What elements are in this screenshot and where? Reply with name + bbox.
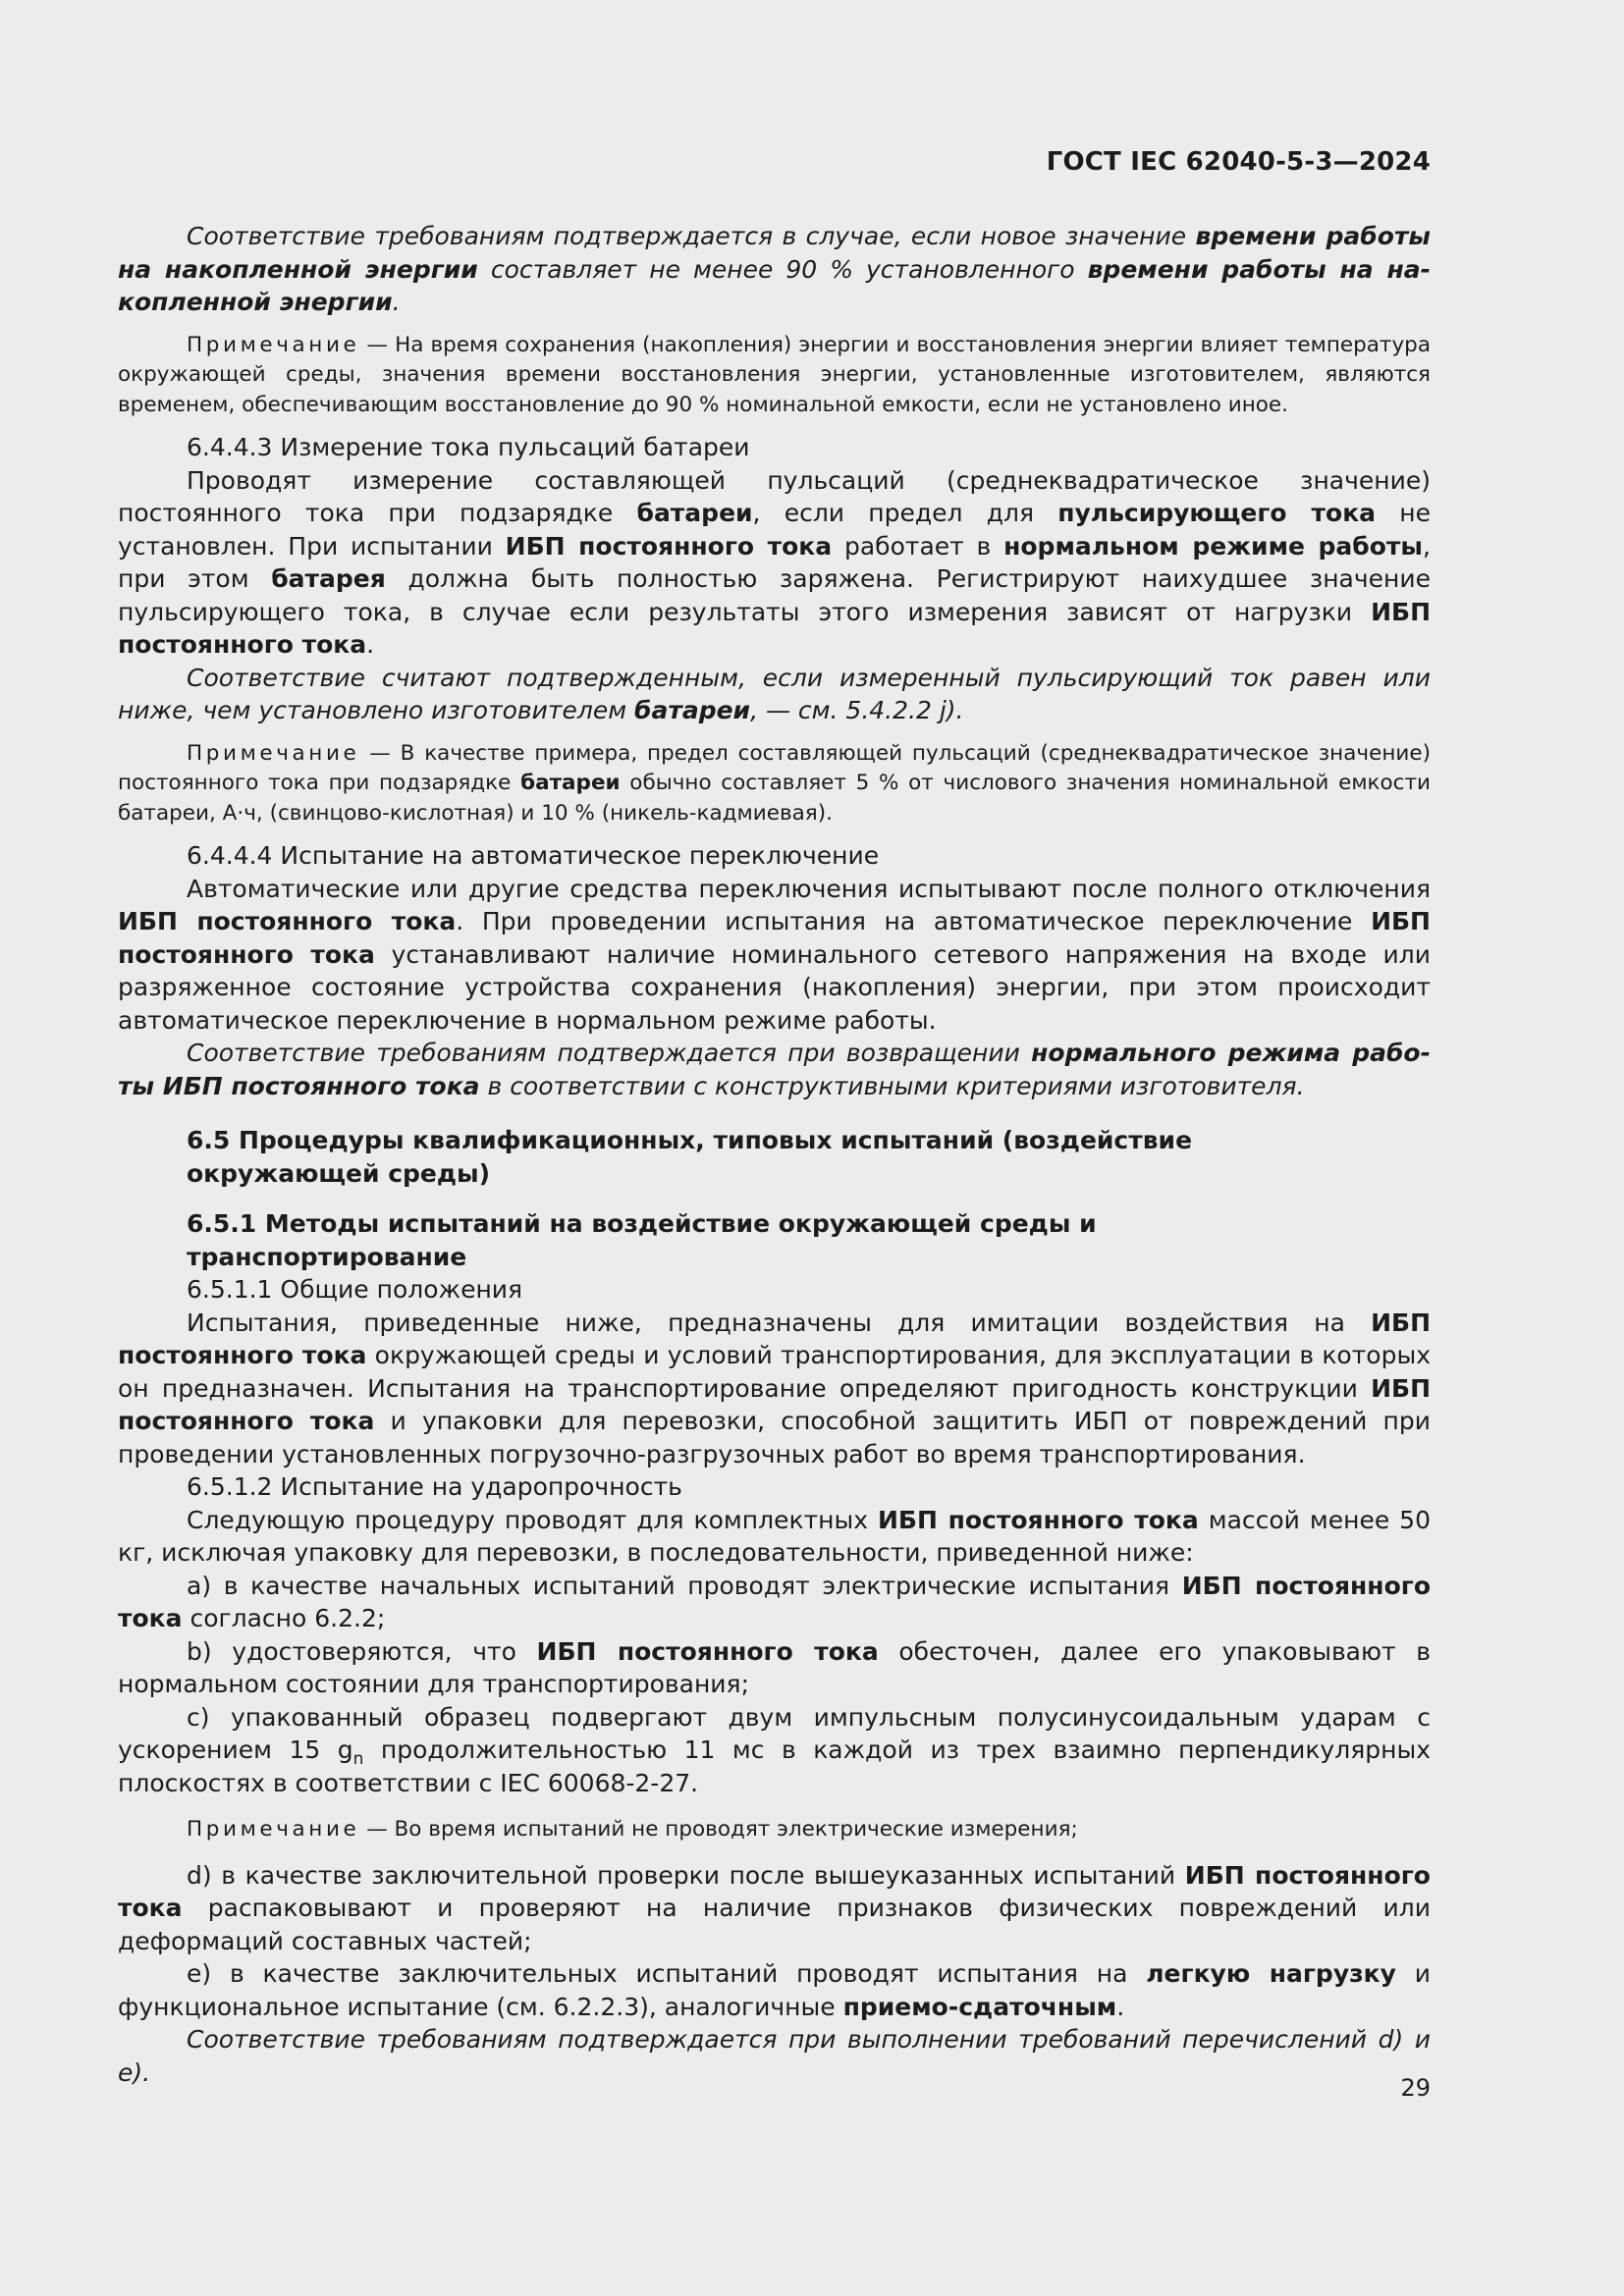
compliance-paragraph-2 <box>118 662 1431 727</box>
note-text: — На время сохранения (накопления) энергии и восстановления энергии влияет температура окружающей среды, значения времени восстановления энергии, установленные изготовителем, являются временем, обеспечивающим восстановление до 90 % номинальной емкости, если не установлено иное. <box>118 332 1431 417</box>
auto-switch-paragraph <box>118 873 1431 1038</box>
list-item-c <box>118 1701 1431 1800</box>
text-run: работает в <box>832 531 1004 561</box>
text-run: Испытания, приведенные ниже, предназначены для имитации воздействия на <box>187 1308 1372 1337</box>
text-run: Автоматические или другие средства переключения испытывают после полного отключения <box>187 874 1431 903</box>
defined-term: времени работы на накопленной энергии <box>118 222 1431 284</box>
compliance-paragraph-4: Соответствие требованиям подтверждается при выполнении требований перечислений d) и e). <box>118 2025 1431 2087</box>
standard-code-header: ГОСТ IEC 62040-5-3—2024 <box>1046 147 1431 177</box>
defined-term: ИБП постоянного тока <box>118 1373 1431 1435</box>
note-label: Примечание <box>187 740 360 766</box>
defined-term: нормального режима работы ИБП постоянного тока <box>118 1039 1431 1100</box>
defined-term: ИБП постоянного тока <box>118 597 1431 659</box>
note-1 <box>118 331 1431 421</box>
text-run: не установлен. При испытании <box>118 499 1431 561</box>
defined-term: времени работы на накопленной энергии <box>118 254 1431 316</box>
text-run: , при этом <box>118 531 1431 593</box>
note-2 <box>118 739 1431 829</box>
defined-term: ИБП постоянного тока <box>118 1571 1431 1632</box>
defined-term: приемо-сдаточным <box>842 1992 1117 2021</box>
text-run: c) упакованный образец подвергают двум импульсным полусинусоидальным ударам с ускорением 15 g <box>118 1702 1431 1764</box>
text-run: составляет не менее 90 % установленного <box>477 254 1088 284</box>
text-run: распаковывают и проверяют на наличие признаков физических повреждений или деформаций составных частей; <box>118 1894 1431 1955</box>
defined-term: батареи <box>636 499 753 527</box>
section-6-5-title: 6.5 Процедуры квалификационных, типовых испытаний (воздействие окружающей среды) <box>187 1126 1193 1188</box>
compliance-paragraph-1 <box>118 220 1431 319</box>
section-6-5-1-2-title: 6.5.1.2 Испытание на ударопрочность <box>187 1472 682 1501</box>
note-text: — Во время испытаний не проводят электрические измерения; <box>359 1817 1078 1842</box>
defined-term: нормальном режиме работы <box>1003 531 1424 561</box>
shock-intro-paragraph <box>118 1504 1431 1570</box>
text-run: Следующую процедуру проводят для комплектных <box>187 1505 878 1534</box>
text-run: Проводят измерение составляющей пульсаций (среднеквадратическое значение) постоянного тока при подзарядке <box>118 465 1431 527</box>
defined-term: батарея <box>271 564 386 593</box>
text-run: , — см. 5.4.2.2 j). <box>750 696 964 724</box>
list-item-d <box>118 1859 1431 1958</box>
section-6-5-1-title: 6.5.1 Методы испытаний на воздействие окружающей среды и транспортирование <box>187 1209 1097 1271</box>
text-run: Соответствие требованиям подтверждается при возвращении <box>187 1039 1032 1067</box>
defined-term: ИБП постоянного тока <box>118 1308 1431 1369</box>
defined-term: легкую нагрузку <box>1146 1959 1396 1988</box>
section-6-4-4-3-title: 6.4.4.3 Измерение тока пульсаций батареи <box>187 433 750 461</box>
document-body <box>118 220 1431 2089</box>
text-run: окружающей среды и условий транспортирования, для эксплуатации в которых он предназначен. Испытания на транспортирование определяют пригодность конструкции <box>118 1341 1431 1403</box>
text-run: должна быть полностью заряжена. Регистрируют наихудшее значение пульсирующего тока, в случае если результаты этого измерения зависят от нагрузки <box>118 564 1432 626</box>
defined-term: ИБП постоянного тока <box>536 1636 879 1666</box>
text-run: Соответствие считают подтвержденным, если измеренный пульсирующий ток равен или ниже, чем установлено изготовителем <box>118 663 1431 724</box>
defined-term: батареи <box>520 771 621 795</box>
text-run: и упаковки для перевозки, способной защитить ИБП от повреждений при проведении установленных погрузочно-разгрузочных работ во время транспортирования. <box>118 1407 1431 1468</box>
section-6-4-4-4-title: 6.4.4.4 Испытание на автоматическое переключение <box>187 841 880 870</box>
defined-term: пульсирующего тока <box>1057 499 1377 527</box>
text-run: продолжительностью 11 мс в каждой из трех взаимно перпендикулярных плоскостях в соответствии с IEC 60068-2-27. <box>118 1735 1431 1797</box>
section-6-5-1-1-title: 6.5.1.1 Общие положения <box>187 1275 523 1304</box>
text-run: . <box>366 630 375 659</box>
text-run: Соответствие требованиям подтверждается в случае, если новое значение <box>187 222 1196 250</box>
note-label: Примечание <box>187 332 360 357</box>
text-run: . <box>1116 1992 1125 2021</box>
text-run: . При проведении испытания на автоматическое переключение <box>456 907 1372 935</box>
text-run: в соответствии с конструктивными критериями изготовителя. <box>479 1071 1305 1100</box>
list-item-a <box>118 1570 1431 1635</box>
ripple-paragraph <box>118 464 1431 662</box>
general-paragraph <box>118 1307 1431 1471</box>
text-run: . <box>392 288 401 316</box>
text-run: обесточен, далее его упаковывают в нормальном состоянии для транспортирования; <box>118 1636 1431 1698</box>
text-run: b) удостоверяются, что <box>187 1636 537 1666</box>
text-run: и функциональное испытание (см. 6.2.2.3), аналогичные <box>118 1959 1431 2021</box>
note-3 <box>118 1815 1431 1845</box>
defined-term: ИБП постоянного тока <box>877 1505 1199 1534</box>
list-item-b <box>118 1635 1431 1701</box>
text-run: согласно 6.2.2; <box>182 1604 386 1632</box>
text-run: d) в качестве заключительной проверки после вышеуказанных испытаний <box>187 1860 1185 1890</box>
text-run: массой менее 50 кг, исключая упаковку для перевозки, в последовательности, приведенной ниже: <box>118 1505 1431 1567</box>
text-run: a) в качестве начальных испытаний проводят электрические испытания <box>187 1571 1182 1600</box>
text-run: устанавливают наличие номинального сетевого напряжения на входе или разряженное состояние устройства сохранения (накопления) энергии, при этом происходит автоматическое переключение в нормальном режиме работы. <box>118 939 1431 1035</box>
text-run: , если предел для <box>752 499 1058 527</box>
note-label: Примечание <box>187 1817 360 1842</box>
defined-term: ИБП постоянного тока <box>118 907 457 935</box>
defined-term: ИБП постоянного тока <box>118 1860 1431 1922</box>
list-item-e <box>118 1957 1431 2023</box>
note-text: — В качестве примера, предел составляющей пульсаций (среднеквадратическое значение) постоянного тока при подзарядке <box>118 740 1431 795</box>
note-text: обычно составляет 5 % от числового значения номинальной емкости батареи, А·ч, (свинцово-кислотная) и 10 % (никель-кадмиевая). <box>118 771 1431 826</box>
defined-term: батареи <box>634 696 751 724</box>
defined-term: ИБП постоянного тока <box>505 531 833 561</box>
compliance-paragraph-3 <box>118 1037 1431 1102</box>
text-run: e) в качестве заключительных испытаний проводят испытания на <box>187 1959 1147 1988</box>
page-number: 29 <box>1400 2074 1431 2102</box>
defined-term: ИБП постоянного тока <box>118 907 1431 969</box>
subscript: n <box>352 1749 364 1769</box>
